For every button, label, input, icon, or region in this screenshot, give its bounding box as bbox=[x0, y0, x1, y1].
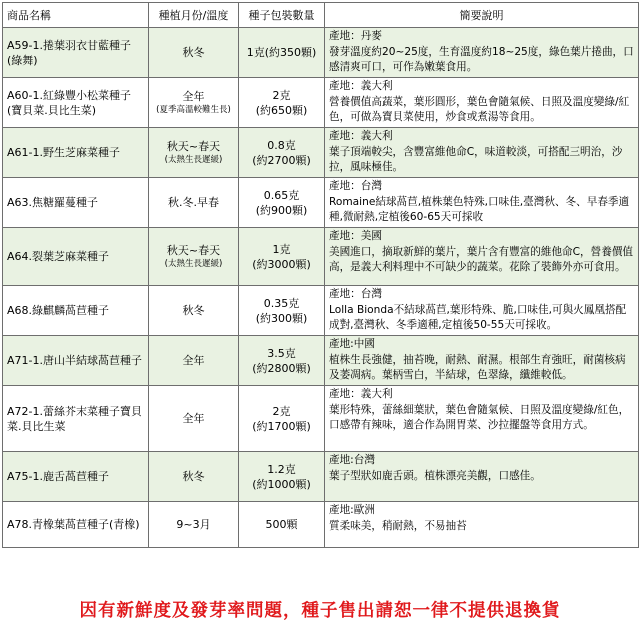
season-text: 全年 bbox=[182, 354, 205, 367]
qty-count: (約650顆) bbox=[255, 103, 308, 117]
qty-count: (約3000顆) bbox=[252, 257, 311, 271]
table-row bbox=[3, 386, 639, 452]
product-name bbox=[3, 78, 149, 128]
product-name bbox=[3, 452, 149, 502]
season-note: (夏季高溫較難生長) bbox=[156, 105, 231, 115]
product-name bbox=[3, 502, 149, 548]
header-name: 商品名稱 bbox=[3, 3, 149, 28]
product-name-text: A64.裂葉芝麻菜種子 bbox=[7, 250, 110, 263]
table-row bbox=[3, 28, 639, 78]
product-name-text: A68.綠麒麟萵苣種子 bbox=[7, 304, 110, 317]
table-row bbox=[3, 128, 639, 178]
origin-text: 產地：義大利 bbox=[329, 80, 393, 92]
table-row bbox=[3, 502, 639, 548]
table-row bbox=[3, 336, 639, 386]
qty-count: (約1000顆) bbox=[252, 477, 311, 491]
qty-text: 0.65克 bbox=[263, 188, 300, 202]
qty-cell bbox=[239, 78, 325, 128]
description-cell bbox=[325, 386, 639, 452]
qty-text: 1克 bbox=[272, 242, 291, 256]
description-cell bbox=[325, 228, 639, 286]
header-season: 種植月份/溫度 bbox=[149, 3, 239, 28]
origin-text: 產地:中國 bbox=[329, 338, 375, 350]
origin-text: 產地:台灣 bbox=[329, 454, 375, 466]
product-name bbox=[3, 178, 149, 228]
season-note: (太熱生長遲緩) bbox=[164, 155, 223, 165]
description-text: 葉子頂端較尖，含豐富維他命C，味道較淡，可搭配三明治，沙拉，風味極佳。 bbox=[329, 145, 623, 173]
origin-text: 產地：義大利 bbox=[329, 388, 393, 400]
origin-text: 產地：義大利 bbox=[329, 130, 393, 142]
product-name bbox=[3, 286, 149, 336]
header-row bbox=[3, 3, 639, 28]
table-row bbox=[3, 228, 639, 286]
season-text: 全年 bbox=[182, 90, 205, 103]
qty-count: (約2800顆) bbox=[252, 361, 311, 375]
season-cell bbox=[149, 128, 239, 178]
origin-text: 產地：丹麥 bbox=[329, 30, 382, 42]
qty-cell bbox=[239, 28, 325, 78]
season-text: 秋冬 bbox=[182, 46, 205, 59]
table-row bbox=[3, 78, 639, 128]
origin-text: 產地:歐洲 bbox=[329, 504, 375, 516]
description-text: 植株生長強健，抽苔晚，耐熱、耐濕。根部生育強旺，耐菌核病及萎凋病。葉柄雪白，半結球，色翠綠，纖維較低。 bbox=[329, 353, 626, 381]
product-name-text: A63.焦糖羅蔓種子 bbox=[7, 196, 99, 209]
product-name bbox=[3, 28, 149, 78]
qty-cell bbox=[239, 452, 325, 502]
season-note: (太熱生長遲緩) bbox=[164, 259, 223, 269]
season-text: 秋冬 bbox=[182, 304, 205, 317]
season-cell bbox=[149, 78, 239, 128]
table-row bbox=[3, 452, 639, 502]
description-text: Lolla Bionda不結球萵苣,葉形特殊、脆,口味佳,可與火鳳凰搭配成對,臺灣秋、冬季適種,定植後50-55天可採收。 bbox=[329, 303, 627, 331]
description-text: 營養價值高蔬菜，葉形圓形，葉色會隨氣候、日照及溫度變綠/紅色，可做為寶貝菜使用，炒食或煮湯等食用。 bbox=[329, 95, 630, 123]
product-name bbox=[3, 228, 149, 286]
description-text: 葉子型狀如鹿舌頭。植株漂亮美觀，口感佳。 bbox=[329, 469, 541, 482]
qty-text: 1.2克 bbox=[267, 462, 296, 476]
description-cell bbox=[325, 178, 639, 228]
season-cell bbox=[149, 228, 239, 286]
header-desc: 簡要說明 bbox=[325, 3, 639, 28]
qty-cell bbox=[239, 336, 325, 386]
qty-count: (約300顆) bbox=[255, 311, 308, 325]
description-text: 發芽溫度約20~25度，生育溫度約18~25度，綠色葉片捲曲，口感清爽可口，可作為嫩葉食用。 bbox=[329, 45, 634, 73]
origin-text: 產地：台灣 bbox=[329, 288, 382, 300]
season-text: 秋天~春天 bbox=[166, 244, 221, 257]
product-name-text: A61-1.野生芝麻菜種子 bbox=[7, 146, 120, 159]
qty-text: 0.8克 bbox=[267, 138, 296, 152]
qty-cell bbox=[239, 386, 325, 452]
origin-text: 產地：台灣 bbox=[329, 180, 382, 192]
product-name bbox=[3, 336, 149, 386]
description-text: 葉形特殊，蕾絲細葉狀，葉色會隨氣候、日照及溫度變綠/紅色，口感帶有辣味，適合作為開胃菜、沙拉擺盤等食用方式。 bbox=[329, 403, 630, 431]
product-name-text: A75-1.鹿舌萵苣種子 bbox=[7, 470, 109, 483]
qty-cell bbox=[239, 128, 325, 178]
description-cell bbox=[325, 78, 639, 128]
qty-cell bbox=[239, 228, 325, 286]
season-text: 9~3月 bbox=[176, 518, 211, 531]
product-name-text: A60-1.紅綠豐小松菜種子(寶貝菜.貝比生菜) bbox=[7, 88, 131, 117]
product-name-text: A78.青橡葉萵苣種子(青橡) bbox=[7, 518, 140, 531]
season-cell bbox=[149, 336, 239, 386]
product-name bbox=[3, 128, 149, 178]
season-text: 全年 bbox=[182, 412, 205, 425]
product-name-text: A71-1.唐山半結球萵苣種子 bbox=[7, 354, 142, 367]
season-text: 秋天~春天 bbox=[166, 140, 221, 153]
qty-cell bbox=[239, 502, 325, 548]
qty-text: 3.5克 bbox=[267, 346, 296, 360]
qty-cell bbox=[239, 178, 325, 228]
header-qty: 種子包裝數量 bbox=[239, 3, 325, 28]
qty-cell bbox=[239, 286, 325, 336]
qty-text: 2克 bbox=[272, 88, 291, 102]
product-name bbox=[3, 386, 149, 452]
description-cell bbox=[325, 336, 639, 386]
product-name-text: A59-1.捲葉羽衣甘藍種子(綠舞) bbox=[7, 38, 131, 67]
qty-count: (約2700顆) bbox=[252, 153, 311, 167]
table-row bbox=[3, 178, 639, 228]
season-cell bbox=[149, 286, 239, 336]
season-cell bbox=[149, 28, 239, 78]
description-cell bbox=[325, 286, 639, 336]
description-cell bbox=[325, 452, 639, 502]
table-row bbox=[3, 286, 639, 336]
season-cell bbox=[149, 452, 239, 502]
no-return-notice: 因有新鮮度及發芽率問題，種子售出請恕一律不提供退換貨 bbox=[79, 601, 561, 621]
season-cell bbox=[149, 502, 239, 548]
qty-count: (約900顆) bbox=[255, 203, 308, 217]
season-text: 秋冬 bbox=[182, 470, 205, 483]
description-text: 美國進口，摘取新鮮的葉片，葉片含有豐富的維他命C，營養價值高，是義大利料理中不可缺少的蔬菜。花除了裝飾外亦可食用。 bbox=[329, 245, 634, 273]
product-name-text: A72-1.蕾絲芥末菜種子寶貝菜.貝比生菜 bbox=[7, 404, 142, 433]
season-text: 秋.冬.早春 bbox=[168, 196, 219, 209]
season-cell bbox=[149, 386, 239, 452]
seed-table bbox=[2, 2, 639, 548]
qty-text: 500顆 bbox=[265, 518, 298, 531]
qty-text: 0.35克 bbox=[263, 296, 300, 310]
description-cell bbox=[325, 28, 639, 78]
description-text: 質柔味美，稍耐熱，不易抽苔 bbox=[329, 519, 467, 532]
qty-count: (約1700顆) bbox=[252, 419, 311, 433]
description-cell bbox=[325, 128, 639, 178]
origin-text: 產地：美國 bbox=[329, 230, 382, 242]
qty-text: 2克 bbox=[272, 404, 291, 418]
season-cell bbox=[149, 178, 239, 228]
description-text: Romaine結球萵苣,植株葉色特殊,口味佳,臺灣秋、冬、早春季適種,微耐熱,定植後60-65天可採收 bbox=[329, 195, 630, 223]
qty-text: 1克(約350顆) bbox=[246, 46, 317, 59]
description-cell bbox=[325, 502, 639, 548]
